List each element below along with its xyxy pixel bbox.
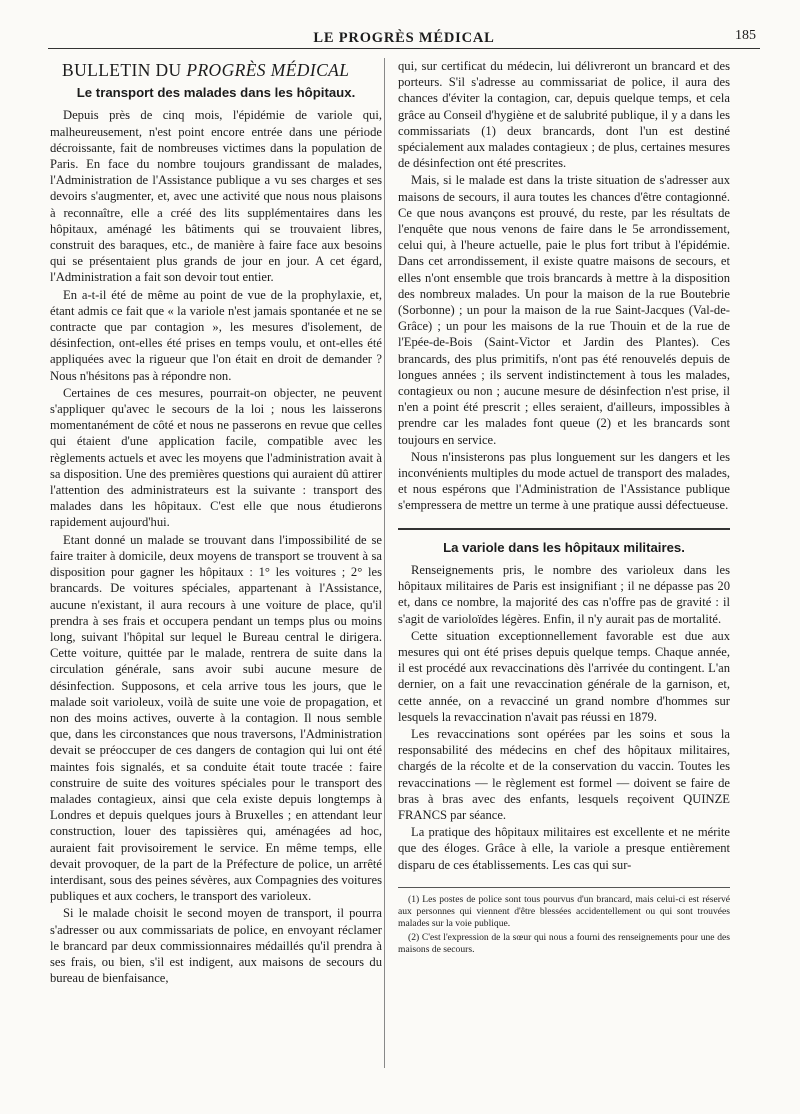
article2-paragraph: Cette situation exceptionnellement favorable est due aux mesures qui ont été prises depuis quelque temps. Chaque année, il est procédé aux revaccinations dès l'arrivée du contingent. L'an dernier, on a fait une revaccination générale de la garnison, et, cette année, on a revacciné un grand nombre d'hommes sur lesquels la revaccination n'avait pas réussi en 1879. <box>398 628 730 724</box>
article2-paragraph: La pratique des hôpitaux militaires est excellente et ne mérite que des éloges. Grâce à elle, la variole a presque entièrement disparu de ces établissements. Les cas qui sur- <box>398 825 730 872</box>
bulletin-label: BULLETIN DU <box>62 60 182 80</box>
article1-paragraph: Certaines de ces mesures, pourrait-on objecter, ne peuvent s'appliquer qu'avec le secours de la loi ; nous les laisserons momentanément de côté et nous ne passerons en revue que celles qui étaient d'une application facile, compatible avec les règlements actuels et avec les moyens que l'administration avait à sa disposition. Une des premières questions qui auraient dû attirer l'attention des administrateurs est la suivante : transport des malades dans les hôpitaux. C'est elle que nous étudierons rapidement aujourd'hui. <box>50 385 382 530</box>
footnotes <box>398 894 730 956</box>
article1-paragraph: En a-t-il été de même au point de vue de la prophylaxie, et, étant admis ce fait que « la variole n'est jamais spontanée et ne se contracte que par contagion », les mesures d'isolement, de désinfection, ont-elles été prises en temps voulu, et ont-elles été appliquées avec la rigueur que l'on était en droit de demander ? Nous n'hésitons pas à répondre non. <box>50 287 382 383</box>
bulletin-journal: PROGRÈS MÉDICAL <box>186 60 350 80</box>
article-title-transport: Le transport des malades dans les hôpitaux. <box>76 85 356 101</box>
article-title-variole: La variole dans les hôpitaux militaires. <box>443 539 685 555</box>
article1-paragraph: qui, sur certificat du médecin, lui délivreront un brancard et des porteurs. S'il s'adresse au commissariat de police, il aura des chances d'éviter la contagion, car, depuis quelque temps, et cela grâce au Conseil d'hygiène et de salubrité publique, il y a dans les commissariats (1) deux brancards, dont l'un est destiné spécialement aux malades contagieux ; de plus, certaines mesures de désinfection ont été prescrites. <box>398 59 730 171</box>
article1-paragraph: Depuis près de cinq mois, l'épidémie de variole qui, malheureusement, n'est point encore entrée dans une période décroissante, fait de nombreuses victimes dans la population de Paris. En face du nombre toujours grandissant de malades, l'Administration de l'Assistance publique a vu ses charges et ses devoirs s'augmenter, et, avec une activité que nous nous plaisons à reconnaître, elle a créé des lits supplémentaires dans les hôpitaux, aménagé les bâtiments qui se trouvaient libres, construit des baraques, etc., de manière à faire face aux besoins qui se présentaient plus grands de jour en jour. A cet égard, l'Administration a fait son devoir tout entier. <box>50 108 382 285</box>
right-column <box>398 58 730 958</box>
footnote-rule <box>398 887 730 888</box>
bulletin-heading <box>62 62 382 78</box>
article2-paragraph: Les revaccinations sont opérées par les soins et sous la responsabilité des médecins en chef des hôpitaux militaires, chargés de la récolte et de la conservation du vaccin. Toutes les revaccinations — le règlement est formel — doivent se faire de bras à bras avec des enfants, lesquels reçoivent QUINZE FRANCS par séance. <box>398 726 730 822</box>
running-title: LE PROGRÈS MÉDICAL <box>313 30 495 46</box>
article1-paragraph: Etant donné un malade se trouvant dans l'impossibilité de se faire traiter à domicile, deux moyens de transport se trouvent à sa disposition pour gagner les hôpitaux : 1° les voitures ; 2° les brancards. De voitures spéciales, appartenant à l'Assistance, aucune n'existant, il aura recours à une voiture de place, qu'il prendra à ses frais et occupera pendant un temps plus ou moins long, suivant l'hôpital sur lequel le Bureau central le dirigera. Cette voiture, quittée par le malade, rentrera de suite dans la circulation générale, sans avoir subi aucune mesure de désinfection. Supposons, et cela arrive tous les jours, que le malade soit varioleux, voilà de suite une voie de propagation, et non des moins actives, ouverte à la contagion. Il nous semble que, dans les circonstances que nous traversons, l'Administration devait se préoccuper de ces dangers de contagion qui lui ont été maintes fois signalés, et sa conduite était toute tracée : faire construire de suite des voitures spéciales pour le transport des malades contagieux, ainsi que cela existe depuis longtemps à Londres et depuis quelques jours à Bruxelles ; en attendant leur construction, louer des tapissières qui, aménagées ad hoc, auraient fait provisoirement le service. En même temps, elle devait provoquer, de la part de la Préfecture de police, un arrêté interdisant, sous des peines sévères, aux Compagnies des voitures publiques et aux cochers, le transport des varioleux. <box>50 532 382 904</box>
page-number: 185 <box>735 28 756 43</box>
page-header <box>48 28 760 49</box>
left-column <box>50 58 382 987</box>
footnote: (1) Les postes de police sont tous pourvus d'un brancard, mais celui-ci est réservé aux personnes qui viennent d'être blessées accidentellement ou qui sont trouvées malades sur la voie publique. <box>398 893 730 929</box>
article2-paragraph: Renseignements pris, le nombre des varioleux dans les hôpitaux militaires de Paris est insignifiant ; il ne dépasse pas 20 et, dans ce nombre, la majorité des cas n'offre pas de gravité : il s'agit de varioloïdes légères. Enfin, il n'y aurait pas de mortalité. <box>398 562 730 626</box>
column-divider <box>384 58 385 1068</box>
article1-paragraph: Mais, si le malade est dans la triste situation de s'adresser aux maisons de secours, il aura toutes les chances d'être contagionné. Ce que nous avançons est prouvé, du reste, par les résultats de l'enquête que nous venons de faire dans le 5e arrondissement, celui qui, à l'heure actuelle, paie le plus fort tribut à l'épidémie. Dans cet arrondissement, il existe quatre maisons de secours, et elles n'ont ensemble que trois brancards à mettre à la disposition des nombreux malades. Un pour la maison de la rue Boutebrie (Sorbonne) ; un pour la maison de la rue Saint-Jacques (Val-de-Grâce) ; un pour les maisons de la rue Thouin et de la rue de l'Epée-de-Bois (Saint-Victor et Jardin des Plantes). Ces brancards, des plus primitifs, n'ont pas été renouvelés depuis de longues années ; ils servent indistinctement à tous les malades, contagieux ou non ; aucune mesure de désinfection n'est prise, il n'en a point été prescrit ; elles seraient, d'ailleurs, impossibles à prendre car les malades font queue (2) et les brancards sont toujours en service. <box>398 173 730 447</box>
footnote: (2) C'est l'expression de la sœur qui nous a fourni des renseignements pour une des maisons de secours. <box>398 931 730 955</box>
section-rule <box>398 528 730 530</box>
article1-paragraph: Si le malade choisit le second moyen de transport, il pourra s'adresser ou aux commissariats de police, en envoyant réclamer le brancard par deux commissionnaires médaillés qu'il prendra à ses frais, ou bien, s'il est indigent, aux maisons de secours du bureau de bienfaisance, <box>50 906 382 986</box>
article1-paragraph: Nous n'insisterons pas plus longuement sur les dangers et les inconvénients multiples du mode actuel de transport des malades, et nous espérons que l'Administration de l'Assistance publique s'empressera de mettre un terme à une pratique aussi défectueuse. <box>398 449 730 513</box>
